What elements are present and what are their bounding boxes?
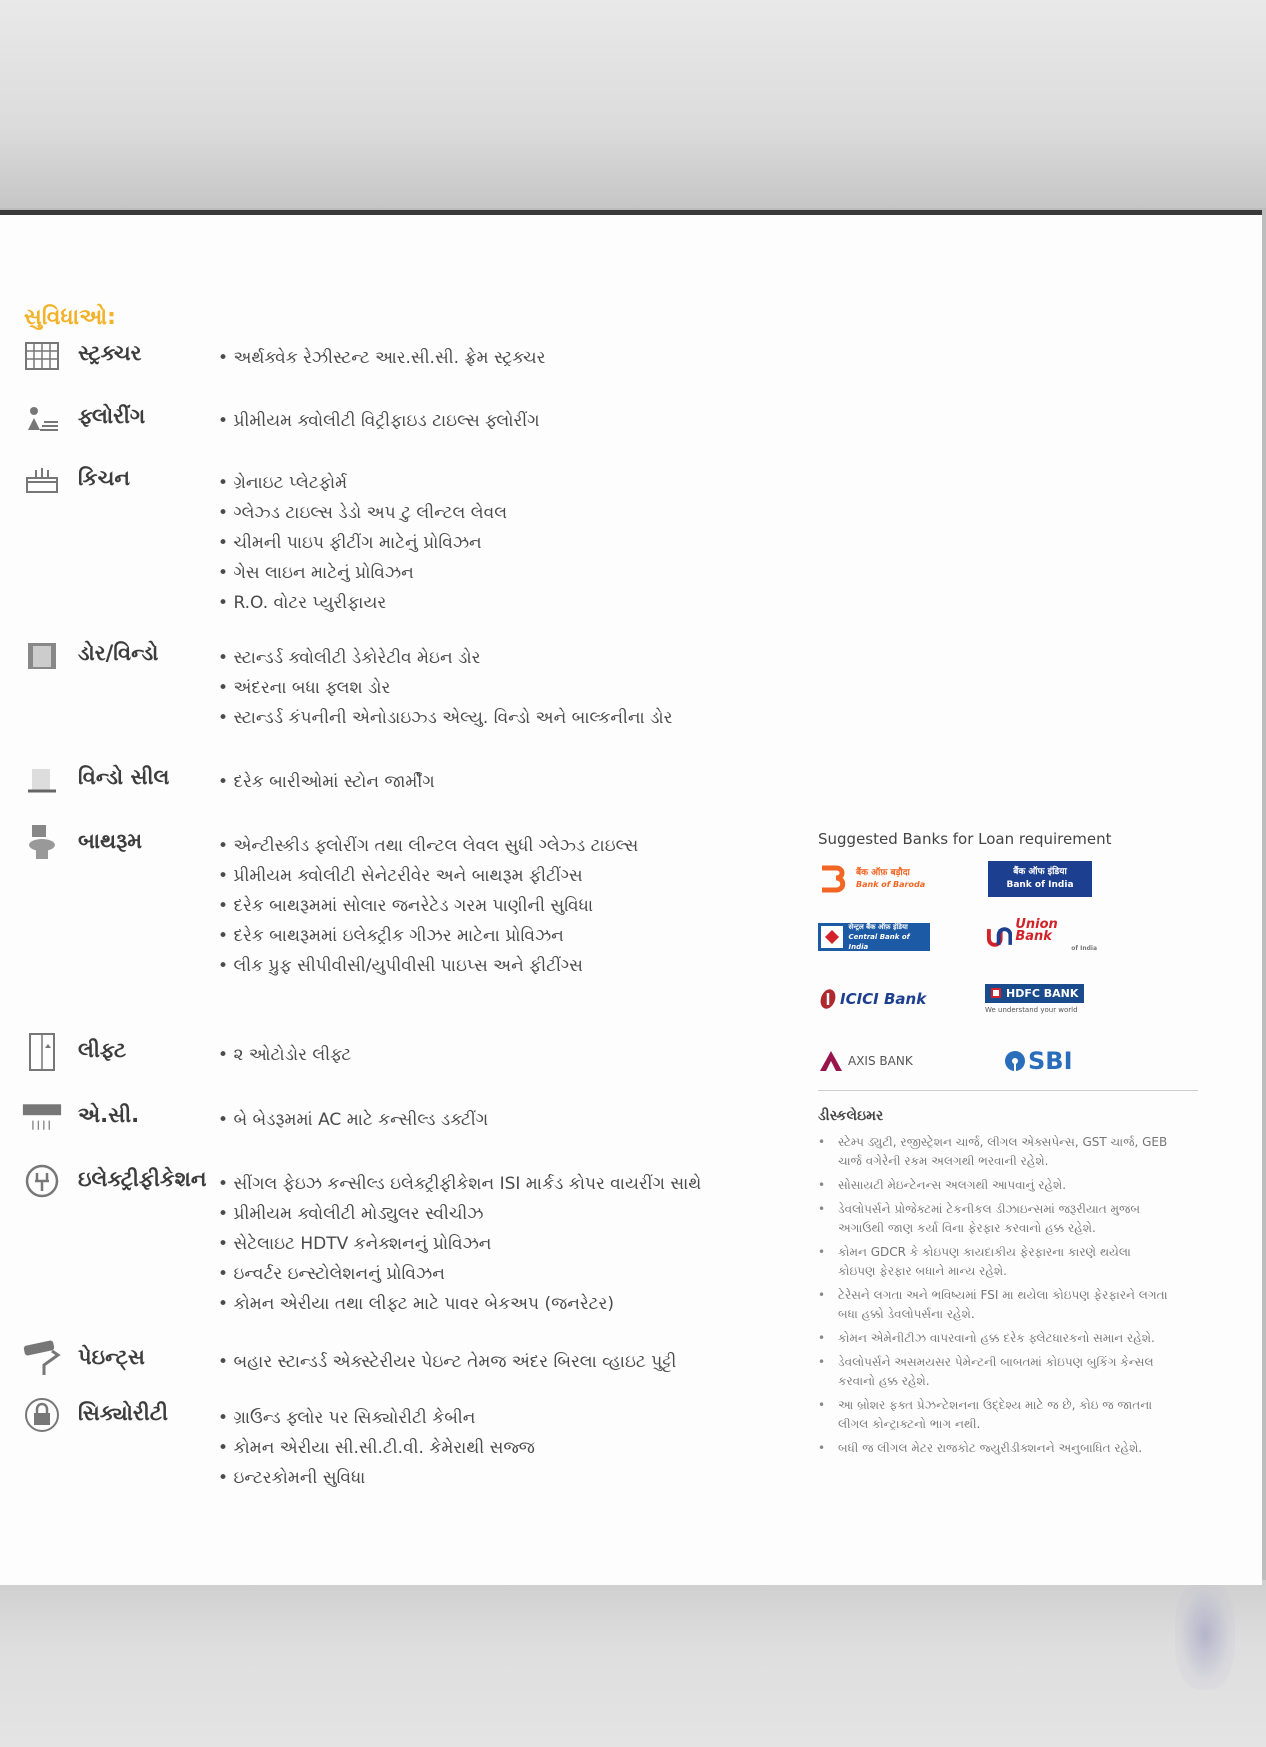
list-item: • અંદરના બધા ફ્લશ ડોર — [218, 673, 672, 703]
disclaimer-item: • ડેવલોપર્સને અસમયસર પેમેન્ટની બાબતમાં કોઇપણ બુકિંગ કેન્સલ કરવાનો હક્ક રહેશે. — [818, 1353, 1170, 1391]
bank-name: Central Bank of India — [848, 933, 910, 951]
bank-name: Bank of India — [1006, 880, 1074, 890]
bank-hindi-name: बैंक ऑफ़ बड़ौदा — [856, 868, 910, 878]
amenities-title: સુવિધાઓ: — [24, 305, 116, 330]
disclaimer-item: • સ્ટેમ્પ ડ્યુટી, રજીસ્ટ્રેશન ચાર્જ, લીગલ એક્સપેન્સ, GST ચાર્જ, GEB ચાર્જ વગેરેની રકમ અલગથી ભરવાની રહેશે. — [818, 1133, 1170, 1171]
list-item: • પ્રીમીયમ ક્વોલીટી મોડ્યુલર સ્વીચીઝ — [218, 1199, 701, 1229]
brochure-page — [0, 210, 1262, 1585]
section-name: સ્ટ્રક્ચર — [78, 341, 142, 365]
list-item: • સ્ટાન્ડર્ડ ક્વોલીટી ડેકોરેટીવ મેઇન ડોર — [218, 643, 672, 673]
disclaimer-item: • આ બ્રોશર ફક્ત પ્રેઝન્ટેશનના ઉદ્દેશ્ય માટે જ છે, કોઇ જ જાતના લીગલ કોન્ટ્રાક્ટનો ભાગ નથી. — [818, 1396, 1170, 1434]
lift-icon — [22, 1032, 62, 1072]
list-item: • બહાર સ્ટાન્ડર્ડ એક્સ્ટેરીયર પેઇન્ટ તેમજ અંદર બિરલા વ્હાઇટ પુટ્ટી — [218, 1347, 676, 1377]
icici-bank-logo — [818, 981, 930, 1017]
scan-smudge — [1175, 1580, 1235, 1690]
list-item: • ગ્રાઉન્ડ ફ્લોર પર સિક્યોરીટી કેબીન — [218, 1403, 535, 1433]
section-list — [218, 1040, 351, 1070]
bank-of-baroda-logo — [818, 861, 930, 897]
union-bank-logo — [985, 919, 1097, 955]
section-name: એ.સી. — [78, 1103, 140, 1127]
bank-hindi-name: बैंक ऑफ इंडिया — [1013, 867, 1067, 877]
section-list — [218, 343, 545, 373]
section-list — [218, 1347, 676, 1377]
section-list — [218, 831, 638, 981]
list-item: • પ્રીમીયમ ક્વોલીટી સેનેટરીવેર અને બાથરૂમ ફીટીંગ્સ — [218, 861, 638, 891]
hdfc-bank-logo — [985, 983, 1097, 1019]
section-name: ડોર/વિન્ડો — [78, 641, 159, 665]
list-item: • એન્ટીસ્કીડ ફ્લોરીંગ તથા લીન્ટલ લેવલ સુધી ગ્લેઝ્ડ ટાઇલ્સ — [218, 831, 638, 861]
bank-sub: of India — [1071, 945, 1097, 952]
bank-name: ICICI Bank — [840, 990, 927, 1008]
banks-divider — [818, 1090, 1198, 1091]
security-icon — [22, 1395, 62, 1435]
section-list — [218, 1169, 701, 1319]
list-item: • ગ્લેઝ્ડ ટાઇલ્સ ડેડો અપ ટુ લીન્ટલ લેવલ — [218, 498, 507, 528]
ac-icon — [22, 1097, 62, 1137]
section-list — [218, 767, 435, 797]
disclaimer-item: • ડેવલોપર્સને પ્રોજેક્ટમાં ટેકનીકલ ડીઝાઇન્સમાં જરૂરીયાત મુજબ અગાઉથી જાણ કર્યા વિના ફેરફાર કરવાનો હક્ક રહેશે. — [818, 1200, 1170, 1238]
bank-hindi-name: सेन्ट्रल बैंक ऑफ़ इंडिया — [848, 923, 908, 931]
section-name: લીફ્ટ — [78, 1038, 127, 1062]
kitchen-icon — [22, 460, 62, 500]
disclaimer-item: • કોમન GDCR કે કોઇપણ કાયદાકીય ફેરફારના કારણે થયેલા કોઇપણ ફેરફાર બધાને માન્ય રહેશે. — [818, 1243, 1170, 1281]
disclaimer-title: ડીસ્કલેઇમર — [818, 1108, 884, 1124]
list-item: • દરેક બાથરૂમમાં સોલાર જનરેટેડ ગરમ પાણીની સુવિધા — [218, 891, 638, 921]
bank-name: Bank of Baroda — [856, 880, 926, 889]
list-item: • બે બેડરૂમમાં AC માટે કન્સીલ્ડ ડક્ટીંગ — [218, 1105, 488, 1135]
section-name: ફ્લોરીંગ — [78, 404, 146, 428]
bank-name: SBI — [1028, 1047, 1073, 1075]
bank-sub: We understand your world — [985, 1005, 1078, 1014]
section-list — [218, 1403, 535, 1493]
list-item: • સેટેલાઇટ HDTV કનેક્શનનું પ્રોવિઝન — [218, 1229, 701, 1259]
section-name: પેઇન્ટ્સ — [78, 1345, 145, 1369]
list-item: • સ્ટાન્ડર્ડ કંપનીની એનોડાઇઝ્ડ એલ્યુ. વિન્ડો અને બાલ્કનીના ડોર — [218, 703, 672, 733]
flooring-icon — [22, 398, 62, 438]
section-list — [218, 468, 507, 618]
paint-roller-icon — [22, 1339, 62, 1379]
list-item: • ૨ ઓટોડોર લીફ્ટ — [218, 1040, 351, 1070]
list-item: • દરેક બાથરૂમમાં ઇલેક્ટ્રીક ગીઝર માટેના પ્રોવિઝન — [218, 921, 638, 951]
window-sill-icon — [22, 759, 62, 799]
plug-icon — [22, 1161, 62, 1201]
section-list — [218, 1105, 488, 1135]
list-item: • પ્રીમીયમ ક્વોલીટી વિટ્રીફાઇડ ટાઇલ્સ ફ્લોરીંગ — [218, 406, 540, 436]
building-icon — [22, 335, 62, 375]
toilet-icon — [22, 823, 62, 863]
disclaimer-list — [818, 1133, 1170, 1463]
list-item: • સીંગલ ફેઇઝ કન્સીલ્ડ ઇલેક્ટ્રીફીકેશન ISI માર્કડ કોપર વાયરીંગ સાથે — [218, 1169, 701, 1199]
central-bank-logo — [818, 923, 930, 951]
bank-name: HDFC BANK — [1006, 986, 1079, 1000]
disclaimer-item: • બધી જ લીગલ મેટર રાજકોટ જ્યુરીડીક્શનને અનુબાધિત રહેશે. — [818, 1439, 1170, 1458]
sbi-logo — [1004, 1043, 1116, 1079]
list-item: • ચીમની પાઇપ ફીટીંગ માટેનું પ્રોવિઝન — [218, 528, 507, 558]
section-name: ઇલેક્ટ્રીફીકેશન — [78, 1167, 207, 1191]
section-name: બાથરૂમ — [78, 829, 143, 853]
axis-bank-logo — [818, 1043, 930, 1079]
bank-of-india-logo — [988, 861, 1092, 897]
bank-name: Union Bank — [1015, 917, 1058, 944]
section-name: સિક્યોરીટી — [78, 1401, 169, 1425]
list-item: • ગ્રેનાઇટ પ્લેટફોર્મ — [218, 468, 507, 498]
list-item: • કોમન એરીયા તથા લીફ્ટ માટે પાવર બેકઅપ (જનરેટર) — [218, 1289, 701, 1319]
section-list — [218, 406, 540, 436]
disclaimer-item: • કોમન એમેનીટીઝ વાપરવાનો હક્ક દરેક ફ્લેટધારકનો સમાન રહેશે. — [818, 1329, 1170, 1348]
scan-top-background — [0, 0, 1266, 208]
disclaimer-item: • સોસાયટી મેઇન્ટેનન્સ અલગથી આપવાનું રહેશે. — [818, 1176, 1170, 1195]
list-item: • કોમન એરીયા સી.સી.ટી.વી. કેમેરાથી સજ્જ — [218, 1433, 535, 1463]
disclaimer-item: • ટેરેસને લગતા અને ભવિષ્યમાં FSI મા થયેલા કોઇપણ ફેરફારને લગતા બધા હક્કો ડેવલોપર્સના રહેશે. — [818, 1286, 1170, 1324]
list-item: • દરેક બારીઓમાં સ્ટોન જાર્મીંગ — [218, 767, 435, 797]
list-item: • R.O. વોટર પ્યુરીફાયર — [218, 588, 507, 618]
door-icon — [22, 635, 62, 675]
list-item: • ઇન્ટરકોમની સુવિધા — [218, 1463, 535, 1493]
list-item: • અર્થક્વેક રેઝીસ્ટન્ટ આર.સી.સી. ફ્રેમ સ્ટ્રક્ચર — [218, 343, 545, 373]
section-name: વિન્ડો સીલ — [78, 765, 170, 789]
list-item: • ઇન્વર્ટર ઇન્સ્ટોલેશનનું પ્રોવિઝન — [218, 1259, 701, 1289]
list-item: • લીક પ્રુફ સીપીવીસી/યુપીવીસી પાઇપ્સ અને ફીટીંગ્સ — [218, 951, 638, 981]
section-name: કિચન — [78, 466, 131, 490]
section-list — [218, 643, 672, 733]
banks-title: Suggested Banks for Loan requirement — [818, 830, 1112, 848]
list-item: • ગેસ લાઇન માટેનું પ્રોવિઝન — [218, 558, 507, 588]
scan-bottom-background — [0, 1580, 1266, 1747]
bank-name: AXIS BANK — [848, 1054, 913, 1068]
